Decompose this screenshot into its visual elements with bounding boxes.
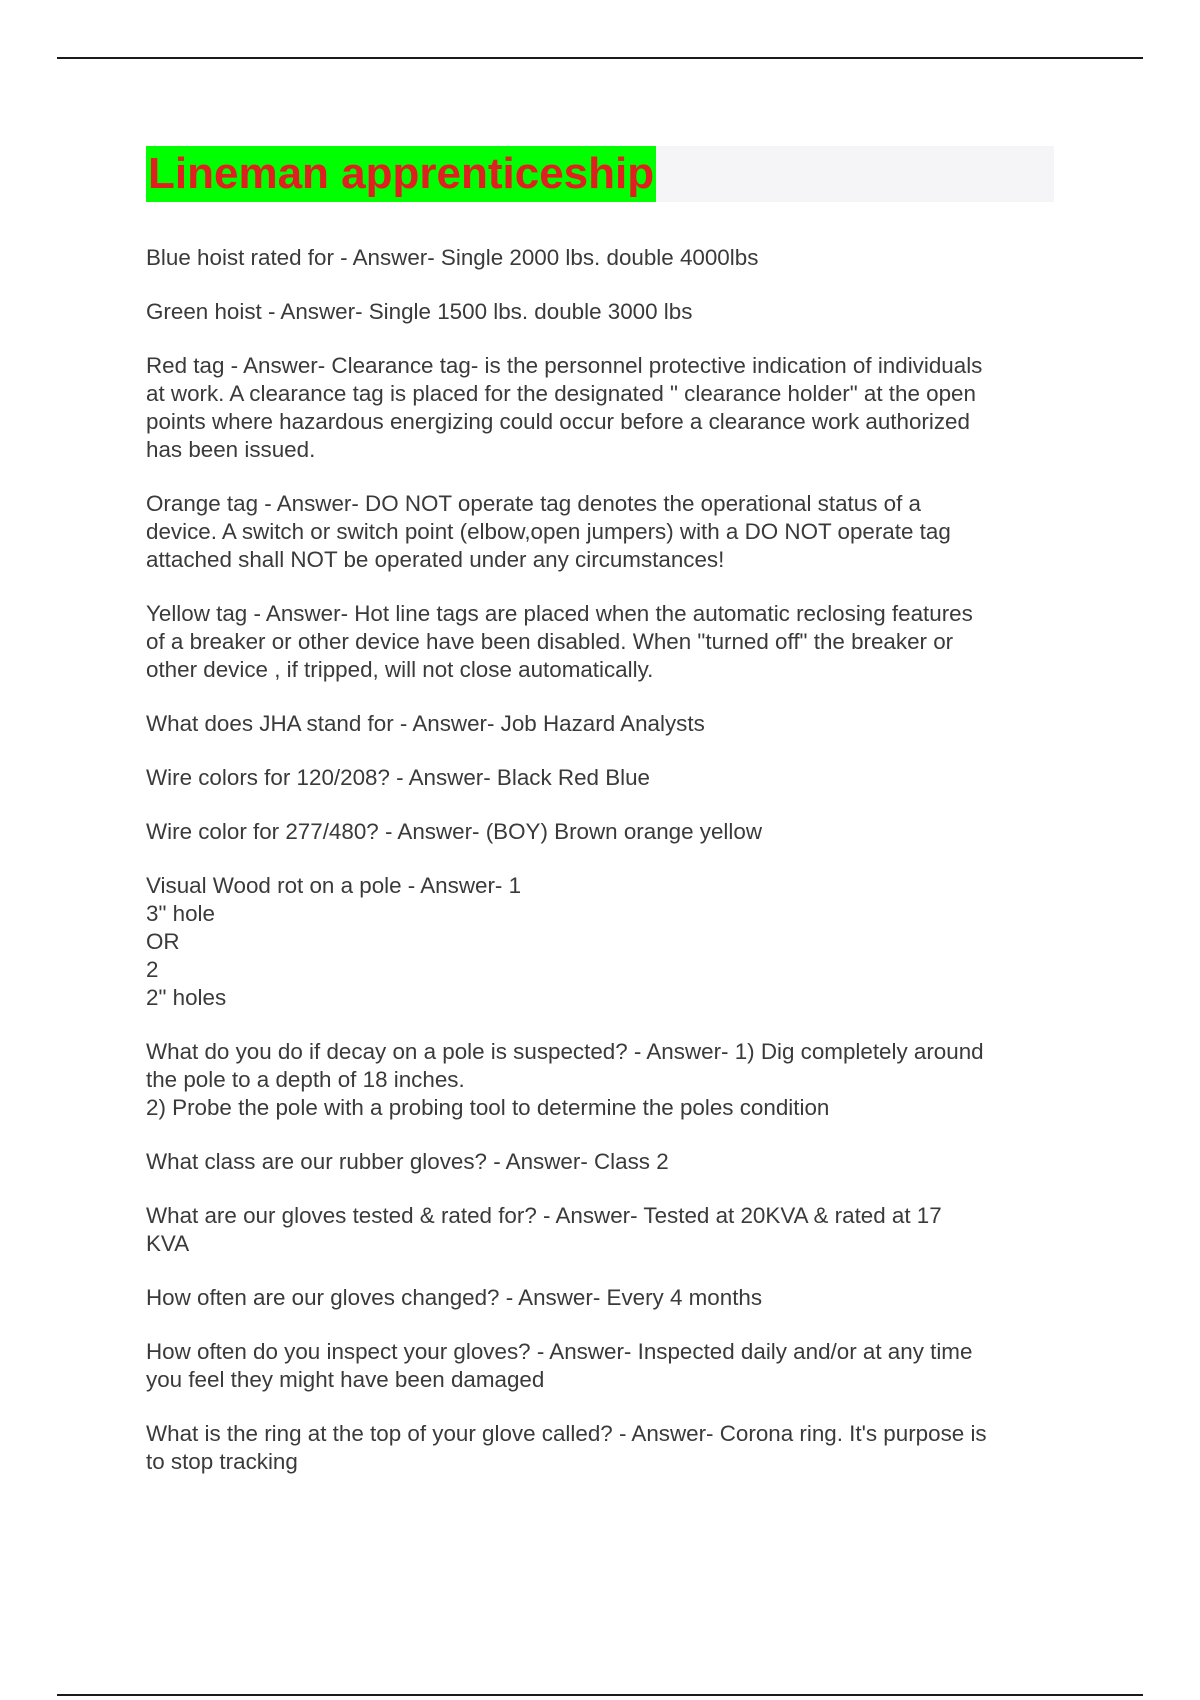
qa-item-glove-inspect: How often do you inspect your gloves? - Answer- Inspected daily and/or at any time you feel they might have been damaged bbox=[146, 1339, 973, 1392]
qa-item-corona-ring: What is the ring at the top of your glove called? - Answer- Corona ring. It's purpose is to stop tracking bbox=[146, 1421, 987, 1474]
qa-item-red-tag: Red tag - Answer- Clearance tag- is the personnel protective indication of individuals at work. A clearance tag is placed for the designated " clearance holder" at the open points where hazardous energizing could occur before a clearance work authorized has been issued. bbox=[146, 353, 983, 462]
qa-list bbox=[146, 244, 1066, 1502]
qa-item-wire-colors-120-208: Wire colors for 120/208? - Answer- Black Red Blue bbox=[146, 765, 651, 790]
qa-item-green-hoist: Green hoist - Answer- Single 1500 lbs. double 3000 lbs bbox=[146, 299, 693, 324]
qa-item-yellow-tag: Yellow tag - Answer- Hot line tags are placed when the automatic reclosing features of a breaker or other device have been disabled. When "turned off" the breaker or other device , if tripped, will not close automatically. bbox=[146, 601, 973, 682]
top-rule bbox=[57, 57, 1143, 59]
qa-item-wood-rot: Visual Wood rot on a pole - Answer- 1 3" hole OR 2 2" holes bbox=[146, 873, 522, 1010]
bottom-rule bbox=[57, 1694, 1143, 1696]
qa-item-wire-color-277-480: Wire color for 277/480? - Answer- (BOY) Brown orange yellow bbox=[146, 819, 762, 844]
qa-item-glove-change: How often are our gloves changed? - Answer- Every 4 months bbox=[146, 1285, 763, 1310]
qa-item-glove-rating: What are our gloves tested & rated for? - Answer- Tested at 20KVA & rated at 17 KVA bbox=[146, 1203, 942, 1256]
page-title: Lineman apprenticeship bbox=[146, 146, 656, 202]
qa-item-glove-class: What class are our rubber gloves? - Answer- Class 2 bbox=[146, 1149, 669, 1174]
qa-item-orange-tag: Orange tag - Answer- DO NOT operate tag denotes the operational status of a device. A switch or switch point (elbow,open jumpers) with a DO NOT operate tag attached shall NOT be operated under any circumstances! bbox=[146, 491, 951, 572]
qa-item-blue-hoist: Blue hoist rated for - Answer- Single 2000 lbs. double 4000lbs bbox=[146, 245, 759, 270]
qa-item-pole-decay: What do you do if decay on a pole is suspected? - Answer- 1) Dig completely around the pole to a depth of 18 inches. 2) Probe the pole with a probing tool to determine the poles condition bbox=[146, 1039, 984, 1120]
qa-item-jha: What does JHA stand for - Answer- Job Hazard Analysts bbox=[146, 711, 705, 736]
